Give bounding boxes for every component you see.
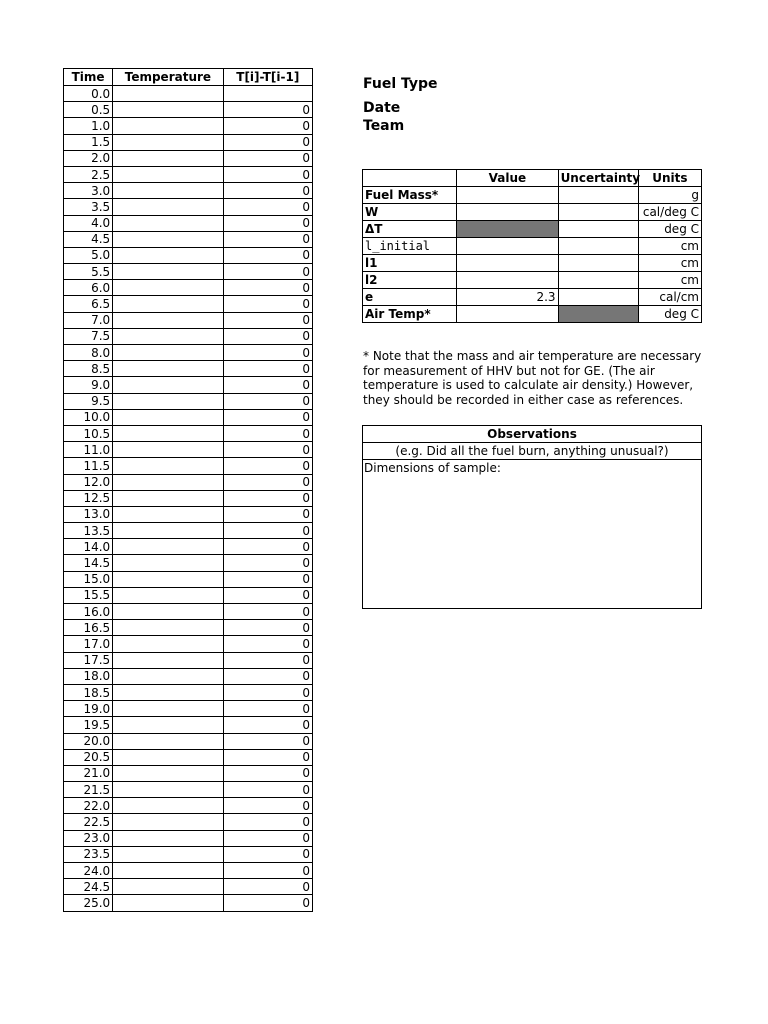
difference-cell: 0 <box>223 749 312 765</box>
table-row <box>363 272 702 289</box>
time-cell: 17.0 <box>64 636 113 652</box>
difference-cell: 0 <box>223 846 312 862</box>
temperature-cell[interactable] <box>113 118 223 134</box>
table-row <box>64 393 313 409</box>
table-row <box>64 523 313 539</box>
difference-cell: 0 <box>223 166 312 182</box>
table-row <box>363 238 702 255</box>
temperature-cell[interactable] <box>113 264 223 280</box>
table-row <box>64 830 313 846</box>
sample-dimensions-label[interactable]: Dimensions of sample: <box>364 461 501 475</box>
table-row <box>64 425 313 441</box>
time-cell: 5.0 <box>64 247 113 263</box>
time-cell: 22.5 <box>64 814 113 830</box>
time-cell: 6.0 <box>64 280 113 296</box>
column-header-uncertainty: Uncertainty <box>558 170 638 187</box>
table-row <box>64 846 313 862</box>
param-value-fuel-mass[interactable] <box>457 187 558 204</box>
time-cell: 17.5 <box>64 652 113 668</box>
temperature-cell[interactable] <box>113 733 223 749</box>
table-row <box>64 490 313 506</box>
time-cell: 5.5 <box>64 264 113 280</box>
observations-box <box>362 425 702 609</box>
difference-cell: 0 <box>223 814 312 830</box>
difference-cell: 0 <box>223 863 312 879</box>
table-row <box>64 668 313 684</box>
temperature-cell[interactable] <box>113 539 223 555</box>
difference-cell: 0 <box>223 458 312 474</box>
measurement-note: * Note that the mass and air temperature are necessary for measurement of HHV but not for GE. (The air temperature is used to calculate air density.) However, they should be recorded in either case as references. <box>363 349 702 407</box>
team-label: Team <box>363 118 405 134</box>
param-uncertainty-air-temp <box>558 306 638 323</box>
temperature-cell[interactable] <box>113 345 223 361</box>
temperature-cell[interactable] <box>113 442 223 458</box>
difference-cell: 0 <box>223 231 312 247</box>
param-units-l2: cm <box>638 272 701 289</box>
param-label-t: ΔT <box>363 221 457 238</box>
difference-cell: 0 <box>223 393 312 409</box>
difference-cell: 0 <box>223 587 312 603</box>
temperature-cell[interactable] <box>113 523 223 539</box>
temperature-cell[interactable] <box>113 183 223 199</box>
param-value-air-temp[interactable] <box>457 306 558 323</box>
temperature-cell[interactable] <box>113 215 223 231</box>
time-cell: 1.5 <box>64 134 113 150</box>
param-units-w: cal/deg C <box>638 204 701 221</box>
table-row <box>64 652 313 668</box>
table-row <box>64 199 313 215</box>
temperature-cell[interactable] <box>113 863 223 879</box>
time-cell: 23.5 <box>64 846 113 862</box>
temperature-cell[interactable] <box>113 361 223 377</box>
param-value-l-initial[interactable] <box>457 238 558 255</box>
difference-cell: 0 <box>223 604 312 620</box>
difference-cell: 0 <box>223 798 312 814</box>
time-cell: 9.5 <box>64 393 113 409</box>
param-value-l2[interactable] <box>457 272 558 289</box>
difference-cell: 0 <box>223 442 312 458</box>
time-cell: 7.5 <box>64 328 113 344</box>
temperature-cell[interactable] <box>113 506 223 522</box>
table-row <box>64 134 313 150</box>
date-label: Date <box>363 100 401 116</box>
temperature-cell[interactable] <box>113 393 223 409</box>
difference-cell: 0 <box>223 425 312 441</box>
temperature-cell[interactable] <box>113 231 223 247</box>
table-row <box>64 798 313 814</box>
difference-cell: 0 <box>223 215 312 231</box>
param-value-e[interactable]: 2.3 <box>457 289 558 306</box>
temperature-cell[interactable] <box>113 102 223 118</box>
difference-cell: 0 <box>223 717 312 733</box>
table-row <box>64 555 313 571</box>
table-row <box>64 166 313 182</box>
table-row <box>64 328 313 344</box>
time-cell: 2.5 <box>64 166 113 182</box>
difference-cell: 0 <box>223 895 312 911</box>
temperature-cell[interactable] <box>113 765 223 781</box>
temperature-cell[interactable] <box>113 684 223 700</box>
temperature-cell[interactable] <box>113 636 223 652</box>
difference-cell: 0 <box>223 830 312 846</box>
time-cell: 10.0 <box>64 409 113 425</box>
table-row <box>64 442 313 458</box>
difference-cell: 0 <box>223 652 312 668</box>
time-cell: 24.0 <box>64 863 113 879</box>
time-cell: 0.0 <box>64 86 113 102</box>
column-header-parameter <box>363 170 457 187</box>
temperature-cell[interactable] <box>113 134 223 150</box>
param-uncertainty-l-initial[interactable] <box>558 238 638 255</box>
temperature-cell[interactable] <box>113 280 223 296</box>
column-header-difference: T[i]-T[i-1] <box>223 69 312 86</box>
difference-cell: 0 <box>223 102 312 118</box>
time-cell: 12.0 <box>64 474 113 490</box>
table-header-row <box>64 69 313 86</box>
param-uncertainty-l1[interactable] <box>558 255 638 272</box>
time-cell: 21.5 <box>64 782 113 798</box>
difference-cell: 0 <box>223 782 312 798</box>
time-cell: 4.0 <box>64 215 113 231</box>
param-units-l-initial: cm <box>638 238 701 255</box>
time-cell: 16.5 <box>64 620 113 636</box>
table-row <box>64 684 313 700</box>
parameters-table <box>362 169 702 323</box>
temperature-cell[interactable] <box>113 652 223 668</box>
difference-cell: 0 <box>223 701 312 717</box>
param-label-air-temp: Air Temp* <box>363 306 457 323</box>
observations-subtitle: (e.g. Did all the fuel burn, anything unusual?) <box>363 443 701 460</box>
time-cell: 12.5 <box>64 490 113 506</box>
time-cell: 20.5 <box>64 749 113 765</box>
temperature-cell[interactable] <box>113 377 223 393</box>
table-row <box>64 458 313 474</box>
difference-cell: 0 <box>223 733 312 749</box>
column-header-time: Time <box>64 69 113 86</box>
difference-cell: 0 <box>223 296 312 312</box>
time-cell: 2.0 <box>64 150 113 166</box>
column-header-units: Units <box>638 170 701 187</box>
difference-cell: 0 <box>223 474 312 490</box>
time-cell: 18.0 <box>64 668 113 684</box>
table-row <box>64 587 313 603</box>
time-cell: 14.0 <box>64 539 113 555</box>
temperature-cell[interactable] <box>113 166 223 182</box>
table-row <box>64 86 313 102</box>
time-cell: 13.5 <box>64 523 113 539</box>
table-row <box>363 204 702 221</box>
parameters-body <box>363 187 702 323</box>
table-row <box>64 377 313 393</box>
table-row <box>363 187 702 204</box>
table-row <box>64 118 313 134</box>
temperature-log-table <box>63 68 313 912</box>
temperature-cell[interactable] <box>113 474 223 490</box>
table-row <box>64 701 313 717</box>
param-uncertainty-fuel-mass[interactable] <box>558 187 638 204</box>
difference-cell: 0 <box>223 134 312 150</box>
table-row <box>64 539 313 555</box>
fuel-type-label: Fuel Type <box>363 76 438 92</box>
temperature-cell[interactable] <box>113 782 223 798</box>
table-row <box>64 879 313 895</box>
table-row <box>64 474 313 490</box>
time-cell: 25.0 <box>64 895 113 911</box>
time-cell: 13.0 <box>64 506 113 522</box>
difference-cell: 0 <box>223 377 312 393</box>
table-row <box>64 231 313 247</box>
table-row <box>363 255 702 272</box>
table-row <box>64 150 313 166</box>
temperature-cell[interactable] <box>113 620 223 636</box>
temperature-cell[interactable] <box>113 425 223 441</box>
table-row <box>363 306 702 323</box>
param-units-fuel-mass: g <box>638 187 701 204</box>
difference-cell: 0 <box>223 328 312 344</box>
difference-cell: 0 <box>223 150 312 166</box>
table-row <box>64 620 313 636</box>
difference-cell: 0 <box>223 264 312 280</box>
time-cell: 0.5 <box>64 102 113 118</box>
table-row <box>64 102 313 118</box>
param-label-l1: l1 <box>363 255 457 272</box>
table-row <box>64 183 313 199</box>
temperature-cell[interactable] <box>113 312 223 328</box>
difference-cell: 0 <box>223 118 312 134</box>
table-row <box>64 782 313 798</box>
param-label-w: W <box>363 204 457 221</box>
table-row <box>64 247 313 263</box>
difference-cell: 0 <box>223 345 312 361</box>
temperature-cell[interactable] <box>113 587 223 603</box>
time-cell: 11.0 <box>64 442 113 458</box>
table-row <box>64 361 313 377</box>
temperature-cell[interactable] <box>113 150 223 166</box>
difference-cell: 0 <box>223 571 312 587</box>
time-cell: 24.5 <box>64 879 113 895</box>
time-cell: 19.0 <box>64 701 113 717</box>
time-cell: 8.0 <box>64 345 113 361</box>
table-row <box>64 636 313 652</box>
difference-cell: 0 <box>223 555 312 571</box>
difference-cell: 0 <box>223 620 312 636</box>
time-cell: 10.5 <box>64 425 113 441</box>
param-units-air-temp: deg C <box>638 306 701 323</box>
table-row <box>64 765 313 781</box>
temperature-cell[interactable] <box>113 814 223 830</box>
param-uncertainty-l2[interactable] <box>558 272 638 289</box>
time-cell: 21.0 <box>64 765 113 781</box>
time-cell: 9.0 <box>64 377 113 393</box>
param-label-l2: l2 <box>363 272 457 289</box>
param-label-fuel-mass: Fuel Mass* <box>363 187 457 204</box>
temperature-cell[interactable] <box>113 199 223 215</box>
difference-cell: 0 <box>223 506 312 522</box>
table-row <box>64 863 313 879</box>
param-value-w[interactable] <box>457 204 558 221</box>
time-cell: 15.5 <box>64 587 113 603</box>
time-cell: 19.5 <box>64 717 113 733</box>
temperature-cell[interactable] <box>113 668 223 684</box>
table-row <box>64 345 313 361</box>
temperature-cell[interactable] <box>113 895 223 911</box>
difference-cell: 0 <box>223 280 312 296</box>
difference-cell: 0 <box>223 247 312 263</box>
temperature-cell[interactable] <box>113 571 223 587</box>
time-cell: 18.5 <box>64 684 113 700</box>
difference-cell: 0 <box>223 199 312 215</box>
temperature-cell[interactable] <box>113 701 223 717</box>
temperature-cell[interactable] <box>113 490 223 506</box>
difference-cell: 0 <box>223 523 312 539</box>
table-row <box>64 506 313 522</box>
temperature-cell[interactable] <box>113 296 223 312</box>
difference-cell: 0 <box>223 668 312 684</box>
difference-cell <box>223 86 312 102</box>
temperature-cell[interactable] <box>113 328 223 344</box>
table-row <box>64 264 313 280</box>
time-cell: 3.5 <box>64 199 113 215</box>
difference-cell: 0 <box>223 636 312 652</box>
table-row <box>64 814 313 830</box>
table-row <box>64 749 313 765</box>
table-row <box>64 895 313 911</box>
column-header-value: Value <box>457 170 558 187</box>
temperature-log-body <box>64 86 313 912</box>
param-uncertainty-t[interactable] <box>558 221 638 238</box>
difference-cell: 0 <box>223 361 312 377</box>
param-units-t: deg C <box>638 221 701 238</box>
temperature-cell[interactable] <box>113 749 223 765</box>
temperature-cell[interactable] <box>113 798 223 814</box>
temperature-cell[interactable] <box>113 555 223 571</box>
column-header-temperature: Temperature <box>113 69 223 86</box>
time-cell: 6.5 <box>64 296 113 312</box>
time-cell: 7.0 <box>64 312 113 328</box>
param-value-t <box>457 221 558 238</box>
difference-cell: 0 <box>223 409 312 425</box>
time-cell: 20.0 <box>64 733 113 749</box>
difference-cell: 0 <box>223 539 312 555</box>
time-cell: 16.0 <box>64 604 113 620</box>
temperature-cell[interactable] <box>113 846 223 862</box>
param-label-l-initial: l_initial <box>363 238 457 255</box>
table-row <box>363 289 702 306</box>
time-cell: 22.0 <box>64 798 113 814</box>
table-row <box>64 215 313 231</box>
difference-cell: 0 <box>223 183 312 199</box>
param-value-l1[interactable] <box>457 255 558 272</box>
difference-cell: 0 <box>223 490 312 506</box>
table-row <box>64 312 313 328</box>
time-cell: 1.0 <box>64 118 113 134</box>
param-units-e: cal/cm <box>638 289 701 306</box>
table-row <box>64 280 313 296</box>
temperature-cell[interactable] <box>113 409 223 425</box>
difference-cell: 0 <box>223 312 312 328</box>
difference-cell: 0 <box>223 765 312 781</box>
temperature-cell[interactable] <box>113 717 223 733</box>
time-cell: 4.5 <box>64 231 113 247</box>
param-label-e: e <box>363 289 457 306</box>
time-cell: 11.5 <box>64 458 113 474</box>
param-uncertainty-e[interactable] <box>558 289 638 306</box>
param-uncertainty-w[interactable] <box>558 204 638 221</box>
temperature-cell[interactable] <box>113 604 223 620</box>
table-row <box>363 221 702 238</box>
temperature-cell[interactable] <box>113 458 223 474</box>
time-cell: 23.0 <box>64 830 113 846</box>
temperature-cell[interactable] <box>113 879 223 895</box>
temperature-cell[interactable] <box>113 830 223 846</box>
time-cell: 15.0 <box>64 571 113 587</box>
table-row <box>64 604 313 620</box>
table-row <box>64 409 313 425</box>
table-row <box>64 571 313 587</box>
time-cell: 3.0 <box>64 183 113 199</box>
time-cell: 8.5 <box>64 361 113 377</box>
time-cell: 14.5 <box>64 555 113 571</box>
temperature-cell[interactable] <box>113 86 223 102</box>
param-units-l1: cm <box>638 255 701 272</box>
observations-title: Observations <box>363 426 701 443</box>
table-row <box>64 296 313 312</box>
difference-cell: 0 <box>223 879 312 895</box>
table-row <box>64 717 313 733</box>
temperature-cell[interactable] <box>113 247 223 263</box>
table-header-row <box>363 170 702 187</box>
table-row <box>64 733 313 749</box>
difference-cell: 0 <box>223 684 312 700</box>
